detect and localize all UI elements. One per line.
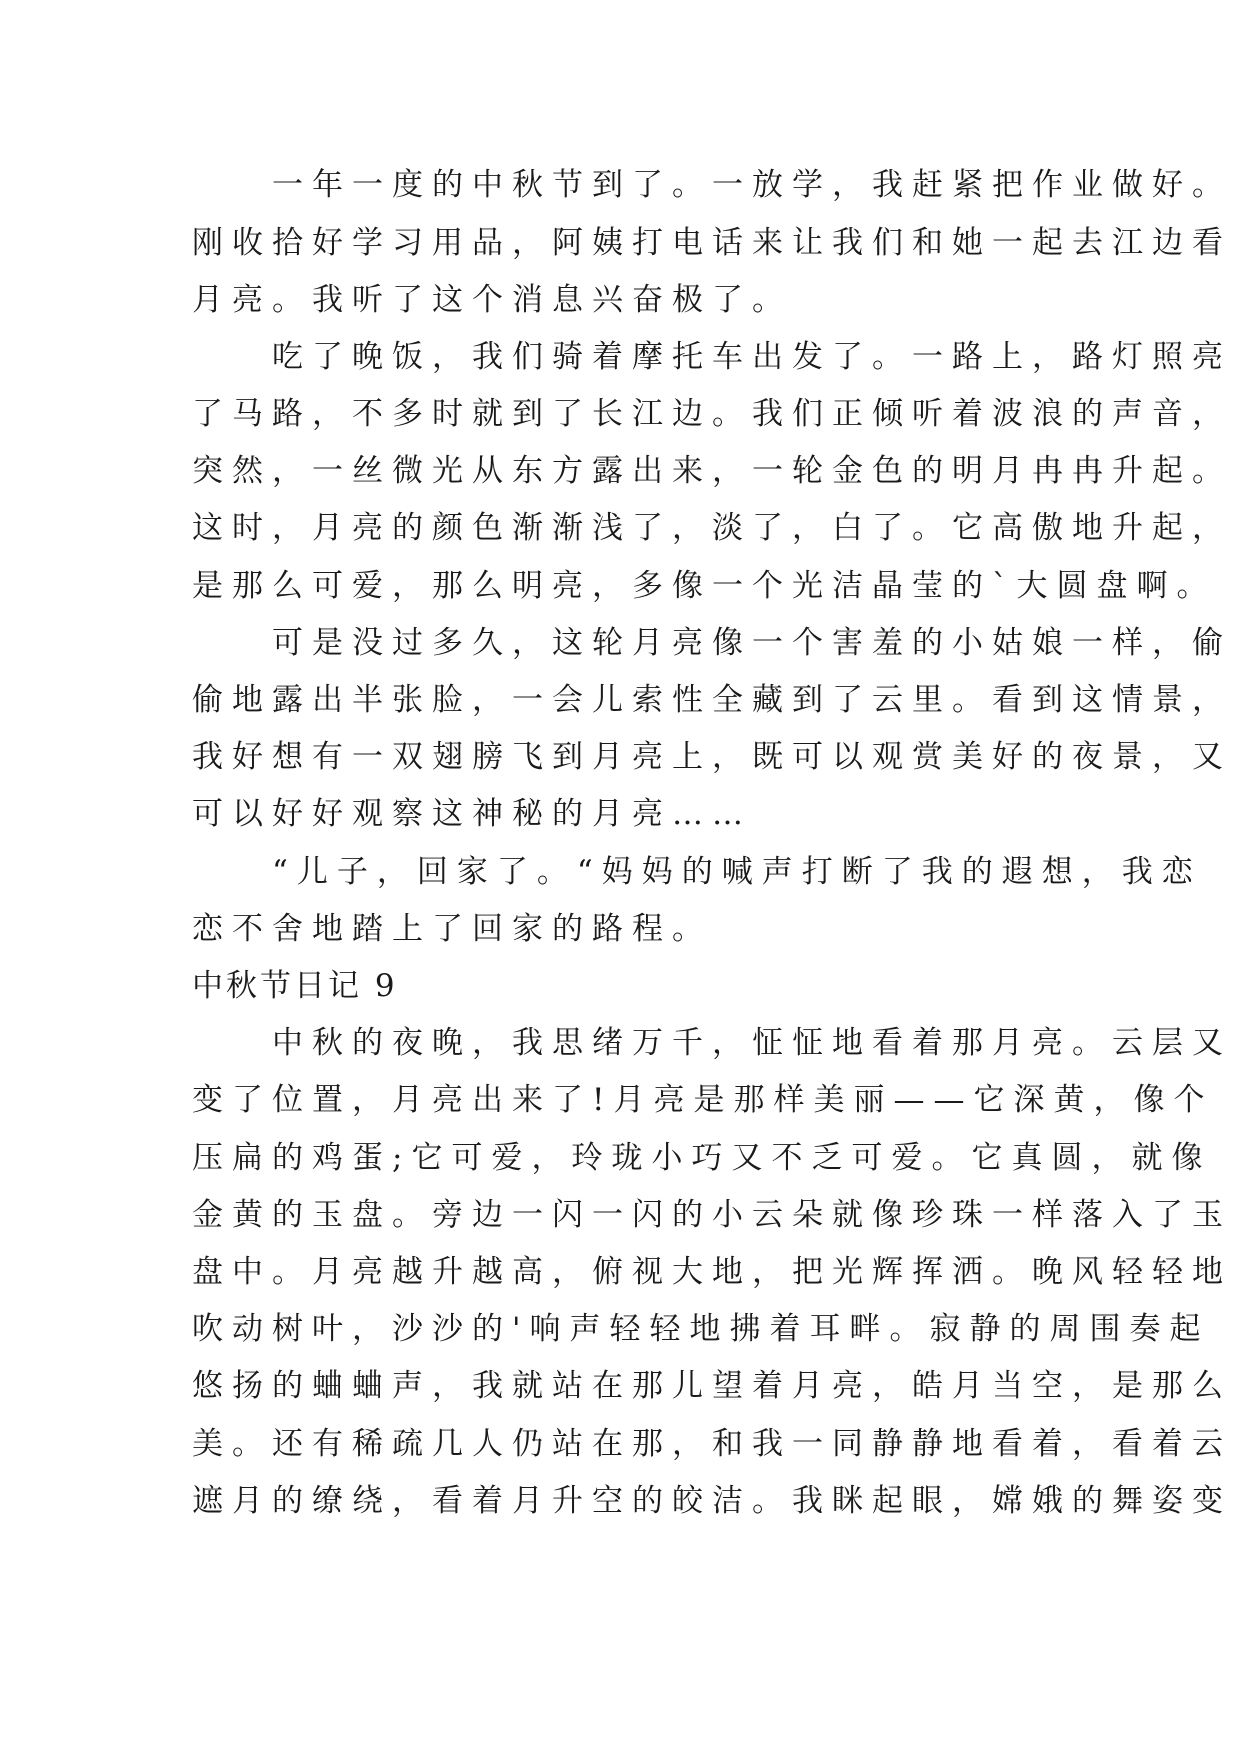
- text-line: 这时，月亮的颜色渐渐浅了，淡了，白了。它高傲地升起，: [192, 510, 1232, 546]
- text-line: 悠扬的蛐蛐声，我就站在那儿望着月亮，皓月当空，是那么: [192, 1368, 1232, 1404]
- text-line: 可是没过多久，这轮月亮像一个害羞的小姑娘一样，偷: [192, 625, 1232, 661]
- text-line: 恋不舍地踏上了回家的路程。: [192, 911, 712, 947]
- text-line: 一年一度的中秋节到了。一放学，我赶紧把作业做好。: [192, 167, 1232, 203]
- text-line: 偷地露出半张脸，一会儿索性全藏到了云里。看到这情景，: [192, 682, 1232, 718]
- text-line: 吹动树叶，沙沙的'响声轻轻地拂着耳畔。寂静的周围奏起: [192, 1311, 1210, 1347]
- text-line: 遮月的缭绕，看着月升空的皎洁。我眯起眼，嫦娥的舞姿变: [192, 1483, 1232, 1519]
- text-line: 可以好好观察这神秘的月亮……: [192, 796, 752, 832]
- text-line: 盘中。月亮越升越高，俯视大地，把光辉挥洒。晚风轻轻地: [192, 1254, 1232, 1290]
- text-line: 美。还有稀疏几人仍站在那，和我一同静静地看着，看着云: [192, 1426, 1232, 1462]
- text-line: 是那么可爱，那么明亮，多像一个光洁晶莹的`大圆盘啊。: [192, 568, 1217, 604]
- text-line: 我好想有一双翅膀飞到月亮上，既可以观赏美好的夜景，又: [192, 739, 1232, 775]
- text-line: 中秋的夜晚，我思绪万千，怔怔地看着那月亮。云层又: [192, 1025, 1232, 1061]
- text-line: 了马路，不多时就到了长江边。我们正倾听着波浪的声音，: [192, 396, 1232, 432]
- text-line: 变了位置，月亮出来了!月亮是那样美丽——它深黄，像个: [192, 1082, 1214, 1118]
- section-heading: 中秋节日记 9: [192, 968, 398, 1004]
- text-line: 月亮。我听了这个消息兴奋极了。: [192, 282, 792, 318]
- text-line: 金黄的玉盘。旁边一闪一闪的小云朵就像珍珠一样落入了玉: [192, 1197, 1232, 1233]
- text-line: “儿子，回家了。“妈妈的喊声打断了我的遐想，我恋: [192, 854, 1202, 890]
- text-line: 压扁的鸡蛋;它可爱，玲珑小巧又不乏可爱。它真圆，就像: [192, 1140, 1212, 1176]
- text-line: 吃了晚饭，我们骑着摩托车出发了。一路上，路灯照亮: [192, 339, 1232, 375]
- text-line: 突然，一丝微光从东方露出来，一轮金色的明月冉冉升起。: [192, 453, 1232, 489]
- text-line: 刚收拾好学习用品，阿姨打电话来让我们和她一起去江边看: [192, 225, 1232, 261]
